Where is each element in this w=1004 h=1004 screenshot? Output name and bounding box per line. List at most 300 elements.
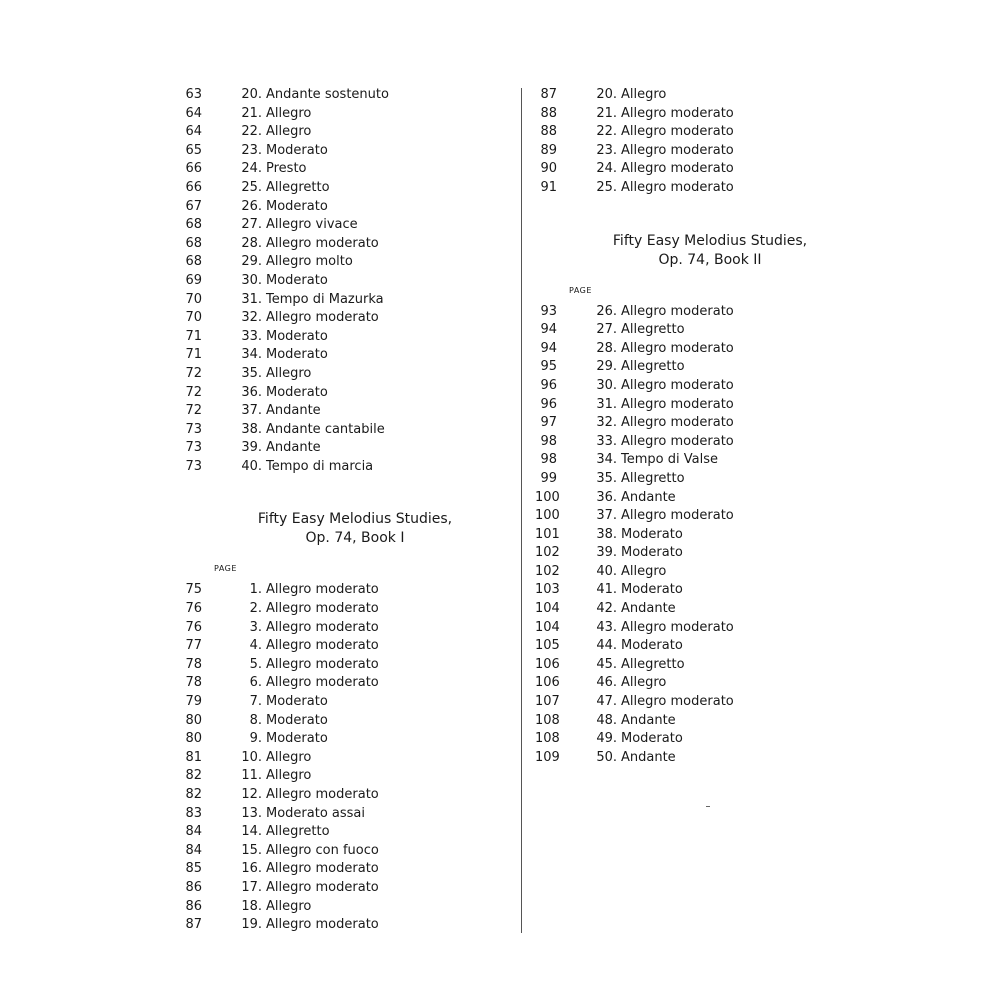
entry-study-number: 30. [241, 272, 262, 288]
entry-page-number: 63 [185, 87, 202, 102]
toc-entry [180, 142, 480, 161]
toc-entry [180, 749, 480, 768]
entry-page-number: 76 [185, 601, 202, 617]
entry-tempo-title: Allegro moderato [266, 675, 379, 691]
entry-study-number: 25. [596, 179, 617, 195]
entry-tempo-title: Allegro moderato [266, 917, 379, 933]
toc-list-book-1-end [535, 86, 835, 198]
entry-study-number: 7. [249, 694, 262, 710]
entry-page-number: 108 [535, 712, 560, 728]
entry-tempo-title: Moderato [621, 526, 683, 542]
entry-tempo-title: Allegro moderato [266, 601, 379, 617]
toc-entry [535, 656, 835, 675]
toc-entry [535, 489, 835, 508]
toc-entry [180, 823, 480, 842]
entry-tempo-title: Allegro moderato [621, 508, 734, 524]
entry-page-number: 101 [535, 526, 560, 542]
toc-entry [180, 402, 480, 421]
entry-tempo-title: Moderato [621, 545, 683, 561]
entry-study-number: 50. [596, 749, 617, 765]
entry-page-number: 84 [185, 824, 202, 840]
toc-entry [180, 291, 480, 310]
entry-study-number: 40. [241, 458, 262, 474]
toc-entry [535, 507, 835, 526]
right-column [535, 86, 835, 767]
entry-page-number: 87 [540, 87, 557, 102]
entry-tempo-title: Moderato [266, 694, 328, 710]
entry-tempo-title: Allegro [621, 563, 667, 579]
entry-study-number: 35. [241, 365, 262, 381]
entry-tempo-title: Moderato assai [266, 805, 366, 821]
entry-page-number: 84 [185, 842, 202, 858]
toc-entry [180, 309, 480, 328]
entry-page-number: 68 [185, 254, 202, 270]
entry-tempo-title: Allegro moderato [266, 879, 379, 895]
entry-tempo-title: Allegretto [266, 824, 330, 840]
entry-tempo-title: Andante cantabile [266, 421, 385, 437]
entry-study-number: 28. [241, 235, 262, 251]
toc-entry [180, 805, 480, 824]
entry-tempo-title: Allegretto [621, 470, 685, 486]
entry-tempo-title: Allegro moderato [621, 340, 734, 356]
entry-page-number: 67 [185, 198, 202, 214]
entry-page-number: 99 [540, 470, 557, 486]
toc-entry [535, 340, 835, 359]
entry-study-number: 13. [241, 805, 262, 821]
entry-study-number: 25. [241, 179, 262, 195]
entry-study-number: 32. [596, 415, 617, 431]
toc-entry [535, 358, 835, 377]
entry-tempo-title: Allegro [266, 365, 312, 381]
entry-tempo-title: Moderato [266, 384, 328, 400]
toc-entry [180, 346, 480, 365]
entry-page-number: 96 [540, 396, 557, 412]
entry-tempo-title: Allegro moderato [266, 582, 379, 598]
entry-tempo-title: Allegro moderato [266, 235, 379, 251]
toc-entry [180, 637, 480, 656]
entry-study-number: 41. [596, 582, 617, 598]
toc-entry [180, 105, 480, 124]
toc-entry [535, 544, 835, 563]
toc-entry [535, 86, 835, 105]
entry-tempo-title: Allegro con fuoco [266, 842, 379, 858]
entry-tempo-title: Allegro moderato [621, 396, 734, 412]
toc-entry [180, 916, 480, 935]
entry-study-number: 47. [596, 694, 617, 710]
entry-tempo-title: Allegro moderato [266, 861, 379, 877]
entry-tempo-title: Allegro moderato [621, 179, 734, 195]
toc-entry [535, 451, 835, 470]
entry-study-number: 31. [596, 396, 617, 412]
entry-page-number: 73 [185, 440, 202, 456]
entry-page-number: 68 [185, 235, 202, 251]
entry-tempo-title: Allegretto [266, 179, 330, 195]
entry-study-number: 12. [241, 787, 262, 802]
entry-study-number: 8. [249, 712, 262, 728]
entry-page-number: 88 [540, 124, 557, 140]
entry-study-number: 32. [241, 310, 262, 326]
entry-study-number: 46. [596, 675, 617, 691]
toc-entry [535, 142, 835, 161]
entry-tempo-title: Allegro [266, 124, 312, 140]
toc-list-book-1 [180, 581, 480, 934]
section-title-line1: Fifty Easy Melodius Studies, [257, 511, 453, 528]
section-title-line2: Op. 74, Book II [658, 251, 762, 268]
entry-study-number: 33. [596, 433, 617, 449]
entry-study-number: 6. [249, 675, 262, 691]
entry-study-number: 44. [596, 638, 617, 654]
entry-tempo-title: Allegretto [621, 322, 685, 338]
entry-tempo-title: Allegro moderato [621, 105, 734, 121]
entry-tempo-title: Andante [621, 601, 676, 617]
column-divider [521, 88, 522, 933]
entry-tempo-title: Presto [266, 161, 307, 177]
toc-entry [535, 730, 835, 749]
entry-study-number: 36. [596, 489, 617, 505]
page-column-label: PAGE [214, 564, 237, 574]
entry-page-number: 97 [540, 415, 557, 431]
entry-tempo-title: Moderato [266, 712, 328, 728]
toc-entry [180, 712, 480, 731]
entry-study-number: 38. [596, 526, 617, 542]
toc-entry [535, 321, 835, 340]
entry-page-number: 66 [185, 179, 202, 195]
entry-study-number: 21. [596, 105, 617, 121]
entry-page-number: 96 [540, 377, 557, 393]
entry-tempo-title: Andante [621, 749, 676, 765]
entry-tempo-title: Allegro moderato [266, 656, 379, 672]
entry-study-number: 49. [596, 731, 617, 747]
entry-tempo-title: Allegro [266, 768, 312, 784]
entry-study-number: 27. [596, 322, 617, 338]
entry-study-number: 22. [596, 124, 617, 140]
toc-entry [535, 433, 835, 452]
entry-study-number: 17. [241, 879, 262, 895]
entry-study-number: 38. [241, 421, 262, 437]
entry-study-number: 15. [241, 842, 262, 858]
entry-study-number: 42. [596, 601, 617, 617]
entry-study-number: 1. [249, 582, 262, 598]
entry-page-number: 93 [540, 303, 557, 319]
entry-tempo-title: Allegro moderato [621, 124, 734, 140]
toc-entry [180, 179, 480, 198]
entry-page-number: 104 [535, 601, 560, 617]
entry-study-number: 18. [241, 898, 262, 914]
entry-page-number: 98 [540, 433, 557, 449]
entry-page-number: 78 [185, 675, 202, 691]
entry-study-number: 20. [241, 87, 262, 102]
entry-tempo-title: Allegro molto [266, 254, 353, 270]
toc-entry [180, 730, 480, 749]
toc-entry [535, 749, 835, 768]
section-title-book-1 [205, 510, 505, 548]
entry-page-number: 94 [540, 322, 557, 338]
entry-tempo-title: Allegro moderato [266, 638, 379, 654]
entry-study-number: 16. [241, 861, 262, 877]
toc-entry [535, 160, 835, 179]
entry-tempo-title: Allegro moderato [621, 694, 734, 710]
entry-page-number: 80 [185, 731, 202, 747]
toc-entry [180, 767, 480, 786]
entry-page-number: 72 [185, 403, 202, 419]
entry-study-number: 33. [241, 328, 262, 344]
entry-study-number: 14. [241, 824, 262, 840]
entry-tempo-title: Allegro vivace [266, 217, 358, 233]
entry-tempo-title: Tempo di Mazurka [266, 291, 384, 307]
toc-entry [180, 160, 480, 179]
toc-entry [535, 581, 835, 600]
entry-study-number: 48. [596, 712, 617, 728]
entry-tempo-title: Allegretto [621, 359, 685, 375]
entry-study-number: 21. [241, 105, 262, 121]
entry-page-number: 91 [540, 179, 557, 195]
toc-entry [180, 253, 480, 272]
entry-tempo-title: Allegretto [621, 656, 685, 672]
entry-study-number: 26. [241, 198, 262, 214]
entry-study-number: 34. [596, 452, 617, 468]
toc-entry [535, 377, 835, 396]
toc-entry [180, 879, 480, 898]
entry-tempo-title: Allegro [266, 898, 312, 914]
entry-page-number: 94 [540, 340, 557, 356]
toc-entry [180, 786, 480, 805]
entry-study-number: 35. [596, 470, 617, 486]
toc-entry [535, 712, 835, 731]
entry-page-number: 78 [185, 656, 202, 672]
entry-study-number: 40. [596, 563, 617, 579]
entry-study-number: 23. [596, 142, 617, 158]
entry-page-number: 75 [185, 582, 202, 598]
entry-tempo-title: Moderato [621, 638, 683, 654]
entry-tempo-title: Allegro [266, 105, 312, 121]
entry-page-number: 82 [185, 768, 202, 784]
toc-entry [535, 637, 835, 656]
entry-page-number: 90 [540, 161, 557, 177]
entry-study-number: 20. [596, 87, 617, 102]
entry-tempo-title: Allegro moderato [266, 310, 379, 326]
entry-tempo-title: Andante sostenuto [266, 87, 389, 102]
entry-study-number: 2. [249, 601, 262, 617]
entry-study-number: 29. [241, 254, 262, 270]
entry-tempo-title: Andante [266, 403, 321, 419]
toc-entry [180, 421, 480, 440]
section-title-line1: Fifty Easy Melodius Studies, [612, 232, 808, 249]
entry-page-number: 86 [185, 898, 202, 914]
entry-study-number: 10. [241, 749, 262, 765]
entry-study-number: 37. [241, 403, 262, 419]
entry-tempo-title: Moderato [266, 731, 328, 747]
toc-entry [535, 179, 835, 198]
entry-page-number: 68 [185, 217, 202, 233]
entry-page-number: 72 [185, 384, 202, 400]
entry-page-number: 64 [185, 124, 202, 140]
entry-tempo-title: Moderato [266, 198, 328, 214]
entry-page-number: 105 [535, 638, 560, 654]
entry-page-number: 70 [185, 291, 202, 307]
toc-entry [180, 216, 480, 235]
entry-study-number: 34. [241, 347, 262, 363]
entry-page-number: 108 [535, 731, 560, 747]
entry-page-number: 65 [185, 142, 202, 158]
toc-entry [535, 396, 835, 415]
toc-list-book-2 [535, 303, 835, 768]
entry-study-number: 36. [241, 384, 262, 400]
toc-list-continued [180, 86, 480, 476]
entry-tempo-title: Allegro [621, 675, 667, 691]
toc-entry [535, 414, 835, 433]
entry-tempo-title: Moderato [621, 731, 683, 747]
entry-page-number: 73 [185, 421, 202, 437]
toc-entry [535, 105, 835, 124]
toc-entry [180, 458, 480, 477]
entry-page-number: 71 [185, 347, 202, 363]
entry-page-number: 106 [535, 675, 560, 691]
entry-page-number: 73 [185, 458, 202, 474]
toc-entry [535, 123, 835, 142]
entry-study-number: 27. [241, 217, 262, 233]
entry-tempo-title: Allegro moderato [621, 303, 734, 319]
toc-entry [180, 898, 480, 917]
entry-study-number: 37. [596, 508, 617, 524]
entry-page-number: 71 [185, 328, 202, 344]
entry-page-number: 79 [185, 694, 202, 710]
entry-page-number: 88 [540, 105, 557, 121]
entry-tempo-title: Moderato [266, 328, 328, 344]
entry-page-number: 100 [535, 508, 560, 524]
left-column [180, 86, 480, 935]
entry-tempo-title: Moderato [621, 582, 683, 598]
entry-page-number: 85 [185, 861, 202, 877]
entry-tempo-title: Andante [621, 489, 676, 505]
entry-tempo-title: Moderato [266, 272, 328, 288]
page-column-label: PAGE [569, 285, 592, 295]
toc-entry [535, 526, 835, 545]
entry-study-number: 23. [241, 142, 262, 158]
toc-entry [180, 619, 480, 638]
entry-study-number: 9. [249, 731, 262, 747]
entry-study-number: 19. [241, 917, 262, 933]
entry-tempo-title: Allegro moderato [621, 142, 734, 158]
entry-tempo-title: Allegro moderato [621, 161, 734, 177]
toc-entry [180, 842, 480, 861]
entry-study-number: 39. [241, 440, 262, 456]
entry-page-number: 104 [535, 619, 560, 635]
toc-entry [180, 600, 480, 619]
entry-tempo-title: Moderato [266, 347, 328, 363]
toc-entry [535, 674, 835, 693]
entry-tempo-title: Andante [621, 712, 676, 728]
entry-study-number: 29. [596, 359, 617, 375]
entry-page-number: 72 [185, 365, 202, 381]
entry-tempo-title: Allegro [621, 87, 667, 102]
toc-entry [535, 563, 835, 582]
entry-tempo-title: Allegro moderato [621, 415, 734, 431]
toc-entry [180, 198, 480, 217]
entry-study-number: 43. [596, 619, 617, 635]
entry-tempo-title: Allegro moderato [621, 619, 734, 635]
entry-page-number: 89 [540, 142, 557, 158]
entry-tempo-title: Allegro moderato [266, 619, 379, 635]
toc-entry [180, 439, 480, 458]
entry-page-number: 70 [185, 310, 202, 326]
entry-study-number: 39. [596, 545, 617, 561]
toc-entry [180, 235, 480, 254]
entry-page-number: 102 [535, 545, 560, 561]
entry-study-number: 45. [596, 656, 617, 672]
entry-study-number: 5. [249, 656, 262, 672]
entry-tempo-title: Allegro [266, 749, 312, 765]
entry-page-number: 87 [185, 917, 202, 933]
entry-page-number: 77 [185, 638, 202, 654]
entry-study-number: 3. [249, 619, 262, 635]
entry-page-number: 102 [535, 563, 560, 579]
entry-tempo-title: Tempo di marcia [266, 458, 374, 474]
entry-tempo-title: Tempo di Valse [621, 452, 718, 468]
toc-entry [180, 272, 480, 291]
entry-page-number: 69 [185, 272, 202, 288]
entry-page-number: 98 [540, 452, 557, 468]
entry-page-number: 106 [535, 656, 560, 672]
entry-page-number: 66 [185, 161, 202, 177]
toc-entry [180, 384, 480, 403]
entry-page-number: 100 [535, 489, 560, 505]
entry-page-number: 80 [185, 712, 202, 728]
toc-entry [535, 470, 835, 489]
section-title-line2: Op. 74, Book I [305, 530, 405, 547]
entry-page-number: 82 [185, 787, 202, 802]
entry-tempo-title: Allegro moderato [266, 787, 379, 802]
entry-page-number: 109 [535, 749, 560, 765]
entry-page-number: 81 [185, 749, 202, 765]
entry-page-number: 86 [185, 879, 202, 895]
section-title-book-2 [560, 232, 860, 270]
entry-page-number: 95 [540, 359, 557, 375]
toc-entry [180, 860, 480, 879]
entry-study-number: 28. [596, 340, 617, 356]
entry-study-number: 24. [241, 161, 262, 177]
entry-page-number: 64 [185, 105, 202, 121]
toc-entry [180, 365, 480, 384]
entry-tempo-title: Moderato [266, 142, 328, 158]
toc-entry [180, 86, 480, 105]
entry-tempo-title: Andante [266, 440, 321, 456]
entry-study-number: 30. [596, 377, 617, 393]
entry-page-number: 83 [185, 805, 202, 821]
entry-study-number: 4. [249, 638, 262, 654]
entry-study-number: 24. [596, 161, 617, 177]
toc-entry [535, 619, 835, 638]
entry-tempo-title: Allegro moderato [621, 377, 734, 393]
toc-entry [180, 581, 480, 600]
entry-study-number: 11. [241, 768, 262, 784]
entry-page-number: 103 [535, 582, 560, 598]
entry-page-number: 107 [535, 694, 560, 710]
toc-entry [180, 328, 480, 347]
entry-study-number: 22. [241, 124, 262, 140]
toc-entry [180, 123, 480, 142]
entry-study-number: 26. [596, 303, 617, 319]
toc-entry [535, 693, 835, 712]
entry-tempo-title: Allegro moderato [621, 433, 734, 449]
toc-entry [180, 693, 480, 712]
entry-study-number: 31. [241, 291, 262, 307]
toc-entry [535, 303, 835, 322]
entry-page-number: 76 [185, 619, 202, 635]
toc-entry [180, 674, 480, 693]
toc-entry [180, 656, 480, 675]
print-speck [706, 806, 710, 807]
toc-entry [535, 600, 835, 619]
